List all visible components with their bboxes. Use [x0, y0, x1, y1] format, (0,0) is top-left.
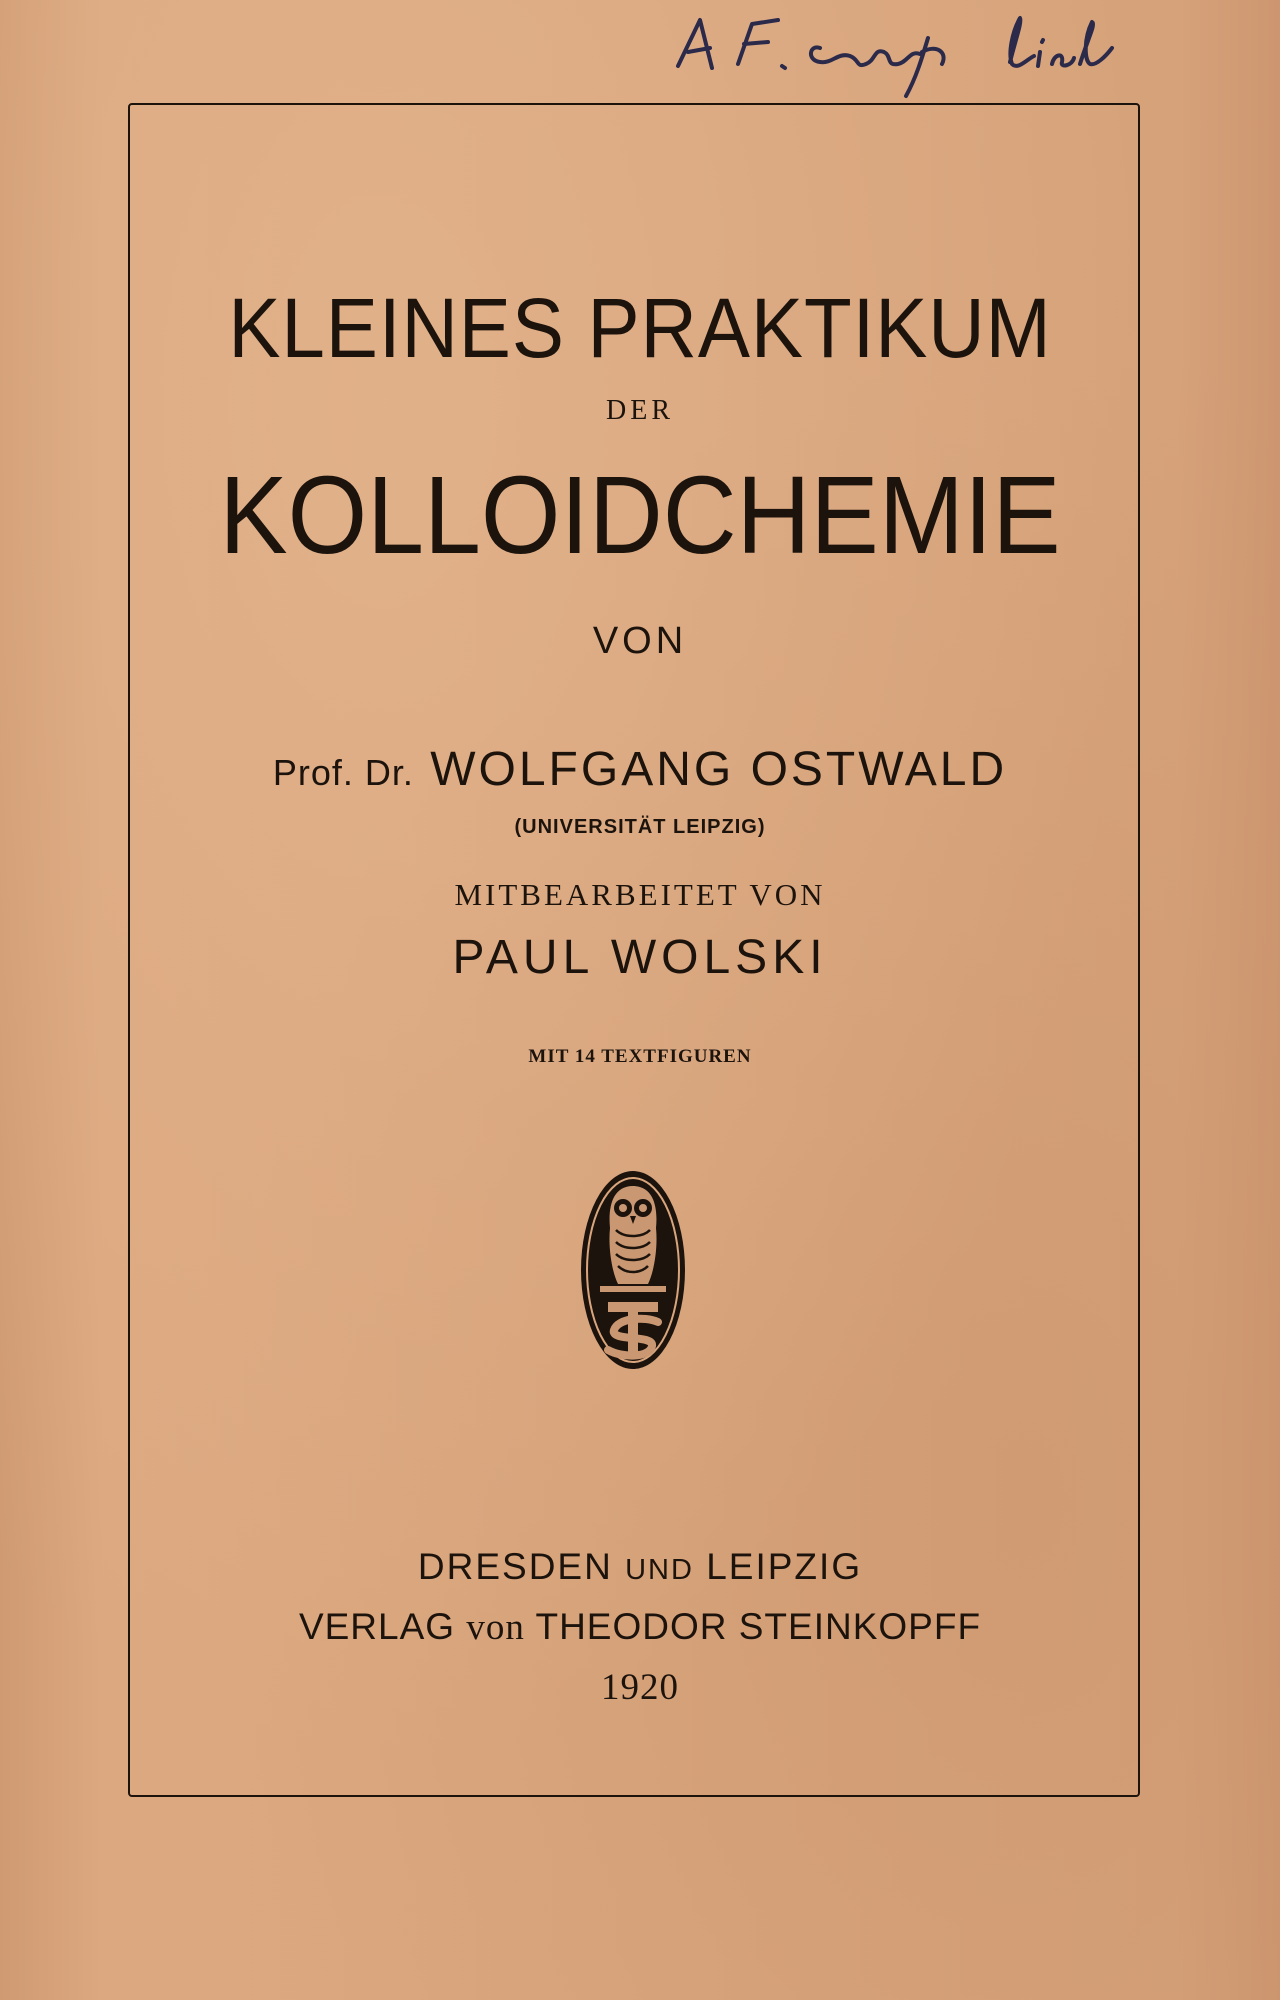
coauthor-label: MITBEARBEITET VON	[454, 877, 826, 912]
city-leipzig: LEIPZIG	[706, 1546, 863, 1587]
handwritten-signature	[660, 8, 1220, 108]
book-title-line-2: KOLLOIDCHEMIE	[219, 454, 1061, 577]
city-connector: UND	[625, 1554, 694, 1586]
by-label: VON	[592, 620, 688, 662]
author-name: WOLFGANG OSTWALD	[430, 743, 1008, 796]
publisher-name: THEODOR STEINKOPFF	[535, 1606, 982, 1647]
book-title-line-1: KLEINES PRAKTIKUM	[228, 281, 1052, 375]
figures-note: MIT 14 TEXTFIGUREN	[528, 1046, 752, 1067]
publisher-verlag: VERLAG	[298, 1606, 456, 1647]
publisher-line	[0, 1606, 1280, 1649]
author-line	[0, 742, 1280, 797]
coauthor-name: PAUL WOLSKI	[452, 931, 828, 984]
publisher-city	[0, 1546, 1280, 1588]
publisher-von: von	[466, 1607, 525, 1648]
book-title-connector: DER	[606, 395, 674, 426]
city-dresden: DRESDEN	[417, 1546, 613, 1587]
owl-publisher-mark-icon	[578, 1168, 688, 1373]
publication-year: 1920	[601, 1667, 679, 1708]
author-title: Prof. Dr.	[272, 752, 414, 793]
author-affiliation: (UNIVERSITÄT LEIPZIG)	[514, 816, 766, 838]
